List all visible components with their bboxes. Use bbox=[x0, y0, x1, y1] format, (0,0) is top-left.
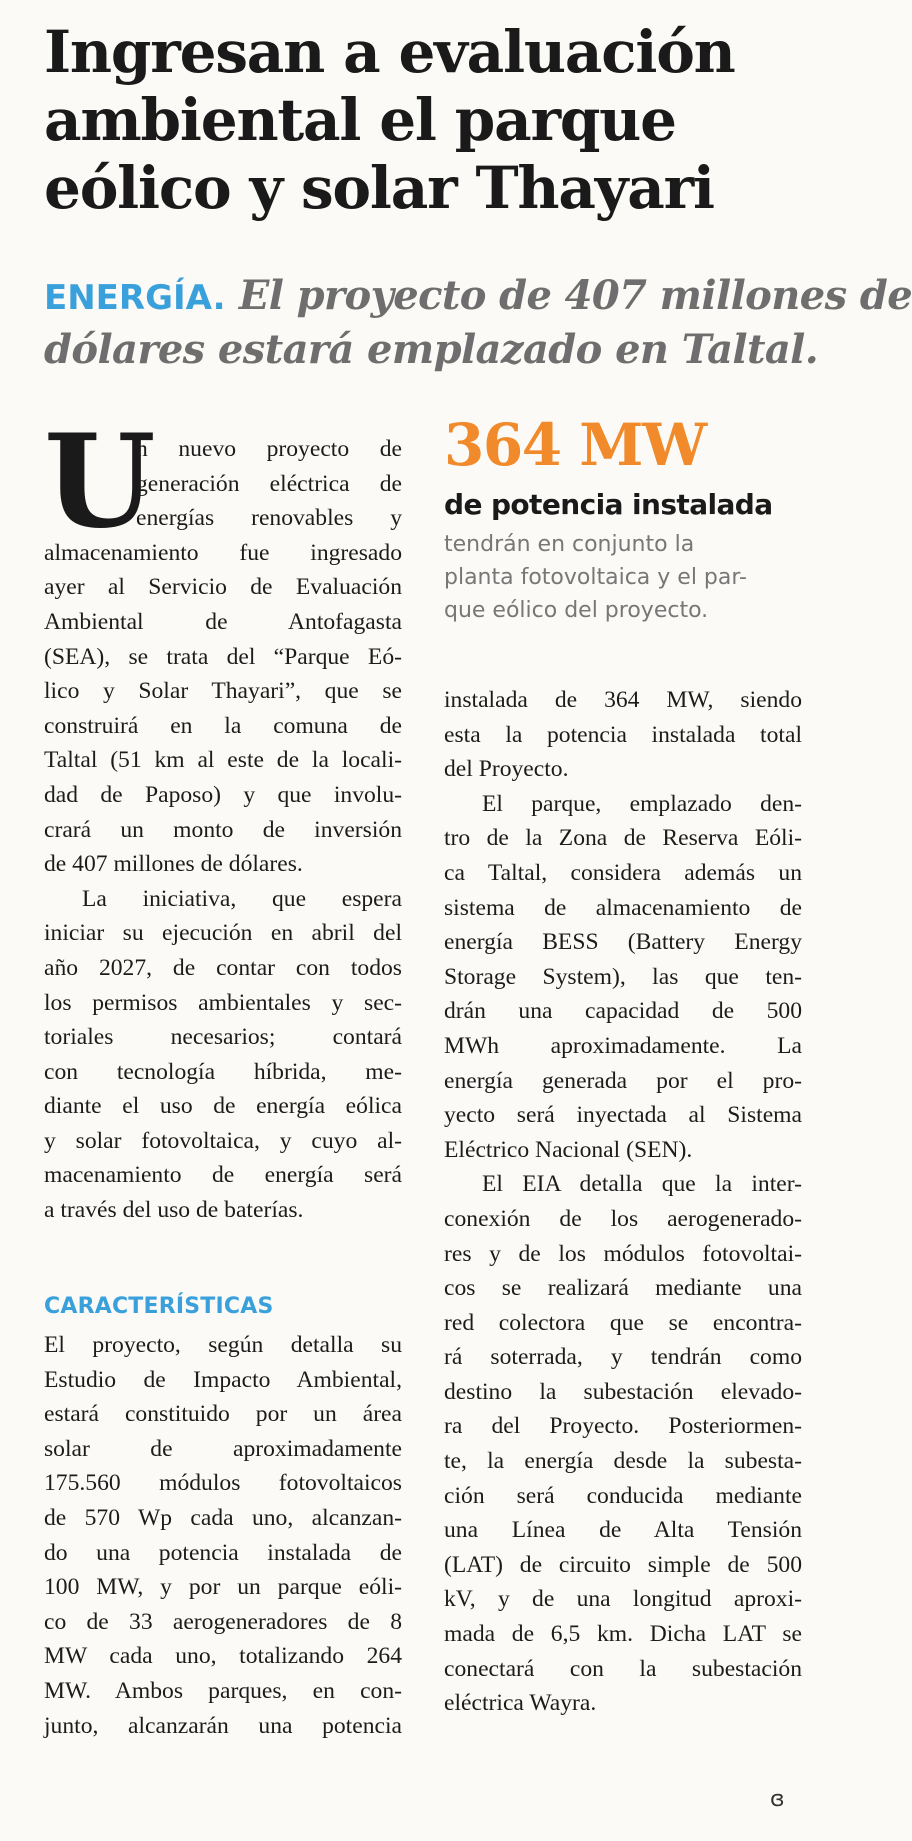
deck-line-1 bbox=[44, 270, 912, 324]
text-line: ca Taltal, considera además un bbox=[444, 859, 802, 886]
text-line: cos se realizará mediante una bbox=[444, 1275, 802, 1302]
deck-text-1: El proyecto de 407 millones de bbox=[238, 272, 912, 319]
highlight-number: 364 MW bbox=[444, 411, 706, 479]
text-line: junto, alcanzarán una potencia bbox=[44, 1712, 402, 1739]
text-line: yecto será inyectada al Sistema bbox=[444, 1102, 802, 1129]
highlight-desc-line: tendrán en conjunto la bbox=[444, 532, 695, 557]
text-line: kV, y de una longitud aproxi- bbox=[444, 1586, 802, 1613]
text-line: MW cada uno, totalizando 264 bbox=[44, 1643, 402, 1670]
text-line: macenamiento de energía será bbox=[44, 1162, 402, 1189]
text-line: del Proyecto. bbox=[444, 756, 569, 783]
text-line: co de 33 aerogeneradores de 8 bbox=[44, 1608, 402, 1635]
text-line: solar de aproximadamente bbox=[44, 1435, 402, 1462]
section-subhead: CARACTERÍSTICAS bbox=[44, 1294, 274, 1319]
text-line: (SEA), se trata del “Parque Eó- bbox=[44, 643, 402, 670]
text-line: diante el uso de energía eólica bbox=[44, 1093, 402, 1120]
text-line: con tecnología híbrida, me- bbox=[44, 1058, 402, 1085]
column-left-para1 bbox=[44, 407, 402, 1228]
text-line: ayer al Servicio de Evaluación bbox=[44, 574, 402, 601]
text-line: mada de 6,5 km. Dicha LAT se bbox=[444, 1621, 802, 1648]
text-line: energías renovables y bbox=[136, 505, 402, 532]
text-line: y solar fotovoltaica, y cuyo al- bbox=[44, 1127, 402, 1154]
highlight-desc-line: planta fotovoltaica y el par- bbox=[444, 565, 747, 590]
drop-cap: U bbox=[44, 407, 156, 557]
column-right bbox=[444, 683, 802, 1721]
text-line: res y de los módulos fotovoltai- bbox=[444, 1240, 802, 1267]
deck bbox=[44, 270, 912, 376]
text-line: MWh aproximadamente. La bbox=[444, 1032, 802, 1059]
text-line: rá soterrada, y tendrán como bbox=[444, 1344, 802, 1371]
text-line: construirá en la comuna de bbox=[44, 712, 402, 739]
text-line: los permisos ambientales y sec- bbox=[44, 989, 402, 1016]
text-line: ra del Proyecto. Posteriormen- bbox=[444, 1413, 802, 1440]
text-line: El EIA detalla que la inter- bbox=[482, 1171, 802, 1198]
text-line: MW. Ambos parques, en con- bbox=[44, 1677, 402, 1704]
text-line: iniciar su ejecución en abril del bbox=[44, 920, 402, 947]
text-line: Ambiental de Antofagasta bbox=[44, 608, 402, 635]
text-line: energía BESS (Battery Energy bbox=[444, 929, 802, 956]
text-line: conexión de los aerogenerado- bbox=[444, 1205, 802, 1232]
text-line: (LAT) de circuito simple de 500 bbox=[444, 1551, 802, 1578]
text-line: do una potencia instalada de bbox=[44, 1539, 402, 1566]
text-line: eléctrica Wayra. bbox=[444, 1690, 597, 1717]
text-line: generación eléctrica de bbox=[136, 470, 402, 497]
highlight-label: de potencia instalada bbox=[444, 488, 773, 521]
text-line: Eléctrico Nacional (SEN). bbox=[444, 1136, 693, 1163]
text-line: conectará con la subestación bbox=[444, 1655, 802, 1682]
text-line: El parque, emplazado den- bbox=[482, 790, 802, 817]
text-line: una Línea de Alta Tensión bbox=[444, 1517, 802, 1544]
highlight-desc-line: que eólico del proyecto. bbox=[444, 598, 709, 623]
text-line: esta la potencia instalada total bbox=[444, 721, 802, 748]
text-line: crará un monto de inversión bbox=[44, 816, 402, 843]
highlight-description bbox=[444, 528, 804, 627]
text-line: lico y Solar Thayari”, que se bbox=[44, 678, 402, 705]
section-kicker: ENERGÍA. bbox=[44, 278, 226, 318]
text-line: 100 MW, y por un parque eóli- bbox=[44, 1574, 402, 1601]
end-of-article-icon: ɞ bbox=[770, 1787, 785, 1812]
headline bbox=[44, 18, 804, 222]
text-line: de 570 Wp cada uno, alcanzan- bbox=[44, 1504, 402, 1531]
text-line: drán una capacidad de 500 bbox=[444, 998, 802, 1025]
headline-line: ambiental el parque bbox=[44, 86, 676, 154]
text-line: n nuevo proyecto de bbox=[136, 436, 402, 462]
text-line: instalada de 364 MW, siendo bbox=[444, 687, 802, 713]
headline-line: eólico y solar Thayari bbox=[44, 154, 714, 222]
column-left-para3 bbox=[44, 1328, 402, 1743]
text-line: te, la energía desde la subesta- bbox=[444, 1448, 802, 1475]
text-line: Estudio de Impacto Ambiental, bbox=[44, 1366, 402, 1393]
text-line: de 407 millones de dólares. bbox=[44, 851, 303, 878]
text-line: año 2027, de contar con todos bbox=[44, 954, 402, 981]
deck-line-2: dólares estará emplazado en Taltal. bbox=[44, 326, 819, 373]
text-line: energía generada por el pro- bbox=[444, 1067, 802, 1094]
text-line: 175.560 módulos fotovoltaicos bbox=[44, 1470, 402, 1497]
text-line: estará constituido por un área bbox=[44, 1401, 402, 1428]
text-line: sistema de almacenamiento de bbox=[444, 894, 802, 921]
text-line: almacenamiento fue ingresado bbox=[44, 539, 402, 566]
text-line: destino la subestación elevado- bbox=[444, 1378, 802, 1405]
headline-line: Ingresan a evaluación bbox=[44, 18, 735, 86]
text-line: a través del uso de baterías. bbox=[44, 1197, 304, 1224]
text-line: ción será conducida mediante bbox=[444, 1482, 802, 1509]
text-line: Taltal (51 km al este de la locali- bbox=[44, 747, 402, 774]
text-line: El proyecto, según detalla su bbox=[44, 1332, 402, 1358]
text-line: dad de Paposo) y que involu- bbox=[44, 781, 402, 808]
text-line: Storage System), las que ten- bbox=[444, 963, 802, 990]
text-line: red colectora que se encontra- bbox=[444, 1309, 802, 1336]
text-line: La iniciativa, que espera bbox=[82, 885, 402, 912]
text-line: tro de la Zona de Reserva Eóli- bbox=[444, 825, 802, 852]
text-line: toriales necesarios; contará bbox=[44, 1024, 402, 1051]
